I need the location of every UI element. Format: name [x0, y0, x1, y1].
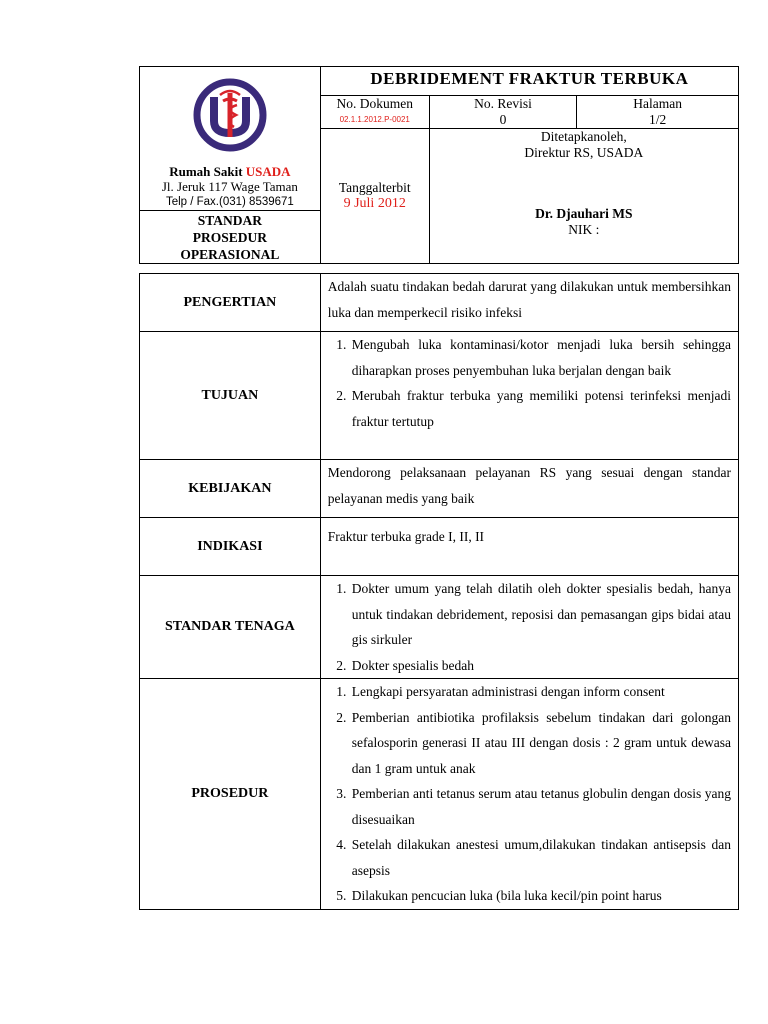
- list-item: 2. Pemberian antibiotika profilaksis sebelum tindakan dari golongan sefalosporin generasi II atau III dengan dosis : 2 gram untuk dewasa dan 1 gram untuk anak: [350, 705, 731, 782]
- list-item: 4. Setelah dilakukan anestesi umum,dilakukan tindakan antisepsis dan asepsis: [350, 832, 731, 883]
- approval-line2: Direktur RS, USADA: [524, 145, 644, 160]
- tujuan-content: [320, 332, 738, 460]
- prosedur-content: [320, 679, 738, 910]
- kebijakan-label: KEBIJAKAN: [140, 460, 321, 518]
- hospital-logo-icon: [192, 77, 268, 153]
- hospital-name-brand: USADA: [245, 164, 291, 179]
- list-item: 2. Dokter spesialis bedah: [350, 653, 731, 679]
- list-item: 3. Pemberian anti tetanus serum atau tetanus globulin dengan dosis yang disesuaikan: [350, 781, 731, 832]
- doc-type-label: STANDAR PROSEDUR OPERASIONAL: [180, 212, 280, 262]
- row-standar-tenaga: [140, 576, 739, 679]
- hospital-name: [140, 164, 320, 179]
- sop-body-table: [139, 273, 739, 910]
- tanggal-cell: [320, 129, 429, 264]
- header-table: [139, 66, 739, 264]
- row-prosedur: [140, 679, 739, 910]
- tanggal-label: Tanggalterbit: [338, 180, 411, 195]
- approval-line1: Ditetapkanoleh,: [540, 129, 627, 144]
- indikasi-text: Fraktur terbuka grade I, II, II: [320, 518, 738, 576]
- halaman-label: Halaman: [633, 96, 683, 111]
- document-title: DEBRIDEMENT FRAKTUR TERBUKA: [320, 67, 738, 96]
- signer-nik: NIK :: [568, 222, 600, 237]
- no-revisi-value: 0: [499, 112, 507, 127]
- hospital-name-prefix: Rumah Sakit: [169, 164, 246, 179]
- prosedur-label: PROSEDUR: [140, 679, 321, 910]
- no-dokumen-value: 02.1.1.2012.P-0021: [339, 115, 410, 124]
- kebijakan-text: Mendorong pelaksanaan pelayanan RS yang sesuai dengan standar pelayanan medis yang baik: [320, 460, 738, 518]
- standar-tenaga-content: [320, 576, 738, 679]
- approval-cell: [429, 129, 738, 264]
- no-dokumen-label: No. Dokumen: [336, 96, 413, 111]
- list-item: 5. Dilakukan pencucian luka (bila luka kecil/pin point harus: [350, 883, 731, 909]
- row-pengertian: [140, 274, 739, 332]
- no-dokumen-cell: [320, 96, 429, 129]
- pengertian-text: Adalah suatu tindakan bedah darurat yang dilakukan untuk membersihkan luka dan memperkecil risiko infeksi: [320, 274, 738, 332]
- standar-tenaga-label: STANDAR TENAGA: [140, 576, 321, 679]
- halaman-cell: [577, 96, 739, 129]
- row-tujuan: [140, 332, 739, 460]
- no-revisi-label: No. Revisi: [474, 96, 532, 111]
- tujuan-label: TUJUAN: [140, 332, 321, 460]
- pengertian-label: PENGERTIAN: [140, 274, 321, 332]
- list-item: 2. Merubah fraktur terbuka yang memiliki potensi terinfeksi menjadi fraktur tertutup: [350, 383, 731, 434]
- list-item: 1. Mengubah luka kontaminasi/kotor menjadi luka bersih sehingga diharapkan proses penyembuhan luka berjalan dengan baik: [350, 332, 731, 383]
- row-kebijakan: [140, 460, 739, 518]
- hospital-cell: [140, 67, 321, 211]
- hospital-address: Jl. Jeruk 117 Wage Taman: [161, 179, 298, 194]
- hospital-logo: [140, 67, 320, 158]
- tanggal-value: 9 Juli 2012: [343, 196, 406, 211]
- indikasi-label: INDIKASI: [140, 518, 321, 576]
- list-item: 1. Lengkapi persyaratan administrasi dengan inform consent: [350, 679, 731, 705]
- list-item: 1. Dokter umum yang telah dilatih oleh dokter spesialis bedah, hanya untuk tindakan debridement, reposisi dan pemasangan gips bidai atau gis sirkuler: [350, 576, 731, 653]
- doc-type: [140, 211, 321, 264]
- row-indikasi: [140, 518, 739, 576]
- signer-name: Dr. Djauhari MS: [535, 206, 633, 221]
- halaman-value: 1/2: [649, 112, 667, 127]
- no-revisi-cell: [429, 96, 577, 129]
- hospital-phone: Telp / Fax.(031) 8539671: [165, 196, 294, 208]
